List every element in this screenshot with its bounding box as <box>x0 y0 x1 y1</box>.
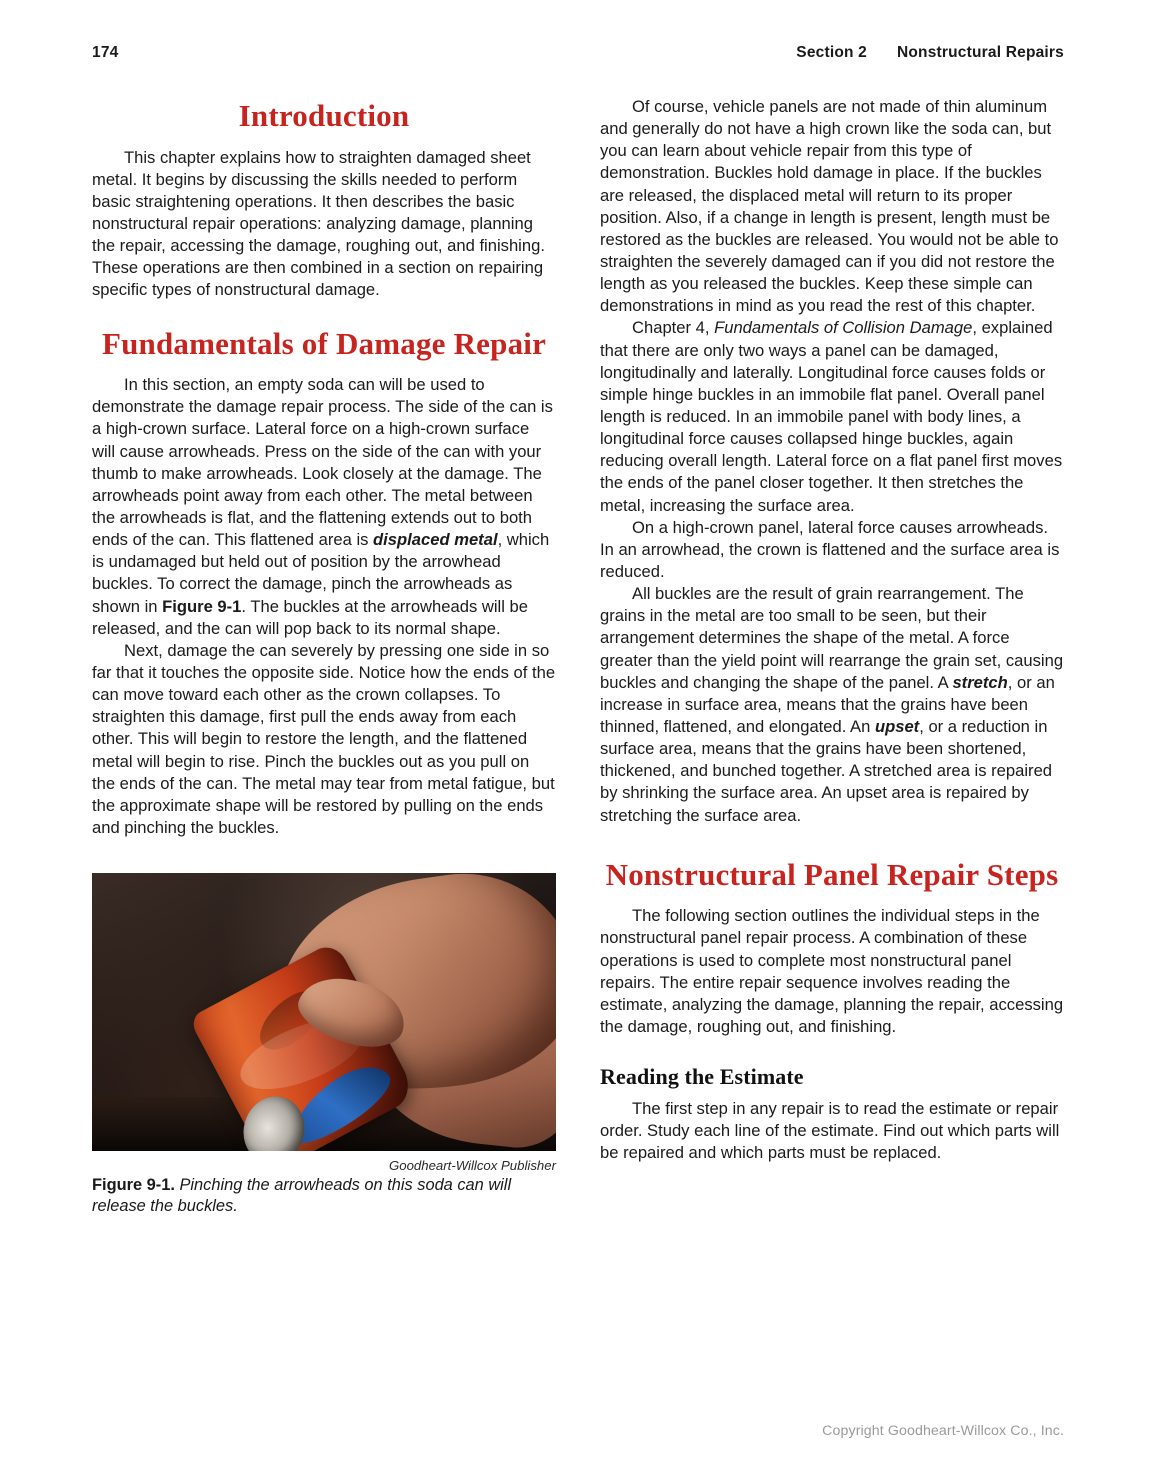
paragraph-soda-can-1 <box>92 374 556 640</box>
text-run-b: , or an increase in surface area, means that the grains have been thinned, flattened, and elongated. An <box>600 672 1055 736</box>
paragraph-chapter-4 <box>600 317 1064 516</box>
figure-photo-soda-can <box>92 873 556 1151</box>
heading-nonstructural-panel-repair-steps: Nonstructural Panel Repair Steps <box>605 856 1059 892</box>
paragraph-soda-can-2: Next, damage the can severely by pressing one side in so far that it touches the opposite side. Notice how the ends of the can move toward each other as the crown collapses. To straighten this damage, first pull the ends away from each other. This will begin to restore the length, and the flattened metal will begin to rise. Pinch the buckles out as you pull on the ends of the can. The metal may tear from metal fatigue, but the approximate shape will be restored by pulling on the ends and pinching the buckles. <box>92 640 556 837</box>
left-column <box>92 96 556 1218</box>
term-displaced-metal: displaced metal <box>373 530 498 550</box>
heading-introduction: Introduction <box>238 98 410 133</box>
text-run-c: , or a reduction in surface area, means that the grains have been shortened, thickened, and bunched together. A stretched area is repaired by shrinking the surface area. An upset area is repaired by stretching the surface area. <box>600 716 1053 825</box>
running-head-right <box>796 44 1064 62</box>
two-column-body <box>92 96 1064 1218</box>
right-column <box>600 96 1064 1164</box>
heading-fundamentals: Fundamentals of Damage Repair <box>101 325 547 361</box>
figure-caption <box>92 1175 556 1218</box>
text-run-c: . The buckles at the arrowheads will be released, and the can will pop back to its normal shape. <box>92 596 528 638</box>
book-title-reference: Fundamentals of Collision Damage <box>714 318 973 338</box>
paragraph-repair-steps: The following section outlines the individual steps in the nonstructural panel repair process. A combination of these operations is used to complete most nonstructural panel repairs. The entire repair sequence involves reading the estimate, analyzing the damage, planning the repair, accessing the damage, roughing out, and finishing. <box>600 906 1064 1036</box>
page-number: 174 <box>92 44 119 61</box>
paragraph-introduction: This chapter explains how to straighten damaged sheet metal. It begins by discussing the skills needed to perform basic straightening operations. It then describes the basic nonstructural repair operations: analyzing damage, planning the repair, accessing the damage, roughing out, and finishing. These operations are then combined in a section on repairing specific types of nonstructural damage. <box>92 147 545 300</box>
heading-reading-the-estimate: Reading the Estimate <box>600 1064 804 1090</box>
paragraph-high-crown-panel: On a high-crown panel, lateral force causes arrowheads. In an arrowhead, the crown is flattened and the surface area is reduced. <box>600 517 1060 581</box>
text-run-a: Chapter 4, <box>632 318 715 338</box>
text-run-a: In this section, an empty soda can will be used to demonstrate the damage repair process. The side of the can is a high-crown surface. Lateral force on a high-crown surface will cause arrowheads. Press on the side of the can with your thumb to make arrowheads. Look closely at the damage. The arrowheads point away from each other. The metal between the arrowheads is flat, and the flattening extends out to both ends of the can. This flattened area is <box>92 375 553 550</box>
running-head <box>92 44 1064 62</box>
section-number: Section 2 <box>796 44 867 61</box>
figure-caption-label: Figure 9-1. <box>92 1176 175 1195</box>
figure-caption-text: Pinching the arrowheads on this soda can will release the buckles. <box>92 1176 512 1216</box>
figure-reference: Figure 9-1 <box>162 596 242 616</box>
section-title: Nonstructural Repairs <box>897 44 1064 61</box>
term-stretch: stretch <box>952 672 1008 692</box>
text-run-b: , which is undamaged but held out of position by the arrowhead buckles. To correct the damage, pinch the arrowheads as shown in <box>92 530 550 616</box>
copyright-notice: Copyright Goodheart-Willcox Co., Inc. <box>822 1423 1064 1439</box>
text-run-a: All buckles are the result of grain rearrangement. The grains in the metal are too small to be seen, but their arrangement determines the shape of the metal. A force greater than the yield point will rearrange the grain set, causing buckles and changing the shape of the panel. A <box>600 584 1064 692</box>
figure-9-1 <box>92 873 556 1218</box>
paragraph-reading-the-estimate: The first step in any repair is to read the estimate or repair order. Study each line of the estimate. Find out which parts will be repaired and which parts must be replaced. <box>600 1099 1060 1163</box>
term-upset: upset <box>874 716 920 736</box>
text-run-b: , explained that there are only two ways a panel can be damaged, longitudinally and laterally. Longitudinal force causes folds or simple hinge buckles in an immobile flat panel. Overall panel length is reduced. In an immobile panel with body lines, a longitudinal force causes collapsed hinge buckles, again reducing overall length. Lateral force on a flat panel first moves the ends of the panel closer together. It then stretches the metal, increasing the surface area. <box>600 318 1063 515</box>
paragraph-vehicle-panels: Of course, vehicle panels are not made of thin aluminum and generally do not have a high crown like the soda can, but you can learn about vehicle repair from this type of demonstration. Buckles hold damage in place. If the buckles are released, the displaced metal will return to its proper position. Also, if a change in length is present, length must be restored as the buckles are released. You would not be able to straighten the severely damaged can if you did not restore the length as you released the buckles. Keep these simple can demonstrations in mind as you read the rest of this chapter. <box>600 97 1059 316</box>
paragraph-grain-rearrangement <box>600 583 1064 827</box>
figure-credit: Goodheart-Willcox Publisher <box>389 1158 556 1174</box>
